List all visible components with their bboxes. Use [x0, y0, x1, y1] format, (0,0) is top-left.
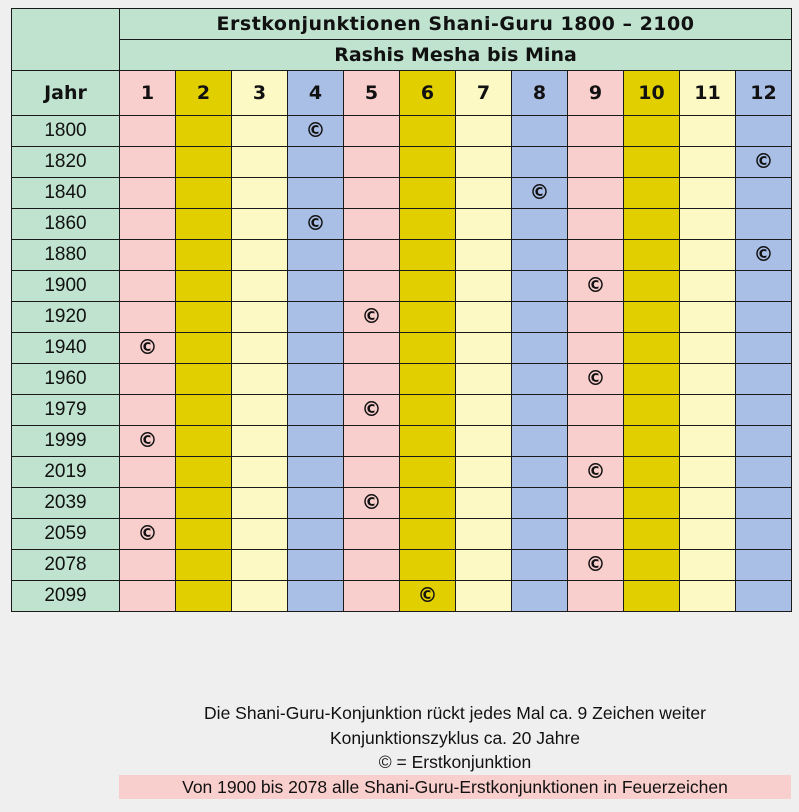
sign-cell — [120, 519, 176, 550]
sign-cell — [568, 116, 624, 147]
sign-cell — [288, 550, 344, 581]
sign-cell — [400, 302, 456, 333]
note-shift: Die Shani-Guru-Konjunktion rückt jedes Mal ca. 9 Zeichen weiter — [204, 703, 706, 723]
sign-cell — [736, 147, 792, 178]
sign-cell — [624, 271, 680, 302]
page-title: Erstkonjunktionen Shani-Guru 1800 – 2100 — [120, 9, 792, 40]
sign-cell — [680, 116, 736, 147]
table-row — [12, 581, 792, 612]
year-column-header: Jahr — [12, 71, 120, 116]
sign-cell — [624, 209, 680, 240]
sign-cell — [680, 240, 736, 271]
sign-cell — [400, 271, 456, 302]
sign-cell — [344, 271, 400, 302]
table-row — [12, 116, 792, 147]
sign-cell — [624, 550, 680, 581]
sign-cell — [568, 395, 624, 426]
conjunction-mark: © — [417, 583, 438, 607]
year-cell: 1999 — [12, 426, 120, 457]
sign-cell — [736, 240, 792, 271]
corner-cell — [12, 9, 120, 71]
sign-cell — [232, 178, 288, 209]
conjunction-mark: © — [585, 273, 606, 297]
sign-cell — [568, 519, 624, 550]
sign-cell — [568, 550, 624, 581]
year-cell: 1860 — [12, 209, 120, 240]
sign-cell — [344, 457, 400, 488]
conjunction-mark: © — [137, 428, 158, 452]
table-row — [12, 457, 792, 488]
year-cell: 2078 — [12, 550, 120, 581]
conjunction-mark: © — [753, 242, 774, 266]
sign-cell — [624, 457, 680, 488]
sign-cell — [288, 581, 344, 612]
sign-cell — [232, 488, 288, 519]
sign-cell — [568, 426, 624, 457]
sign-cell — [120, 302, 176, 333]
sign-cell — [512, 457, 568, 488]
sign-cell — [232, 519, 288, 550]
sign-cell — [736, 178, 792, 209]
sign-cell — [680, 457, 736, 488]
sign-cell — [456, 395, 512, 426]
sign-cell — [512, 147, 568, 178]
table-row — [12, 209, 792, 240]
conjunction-mark: © — [305, 211, 326, 235]
sign-cell — [568, 240, 624, 271]
conjunction-mark: © — [753, 149, 774, 173]
sign-cell — [344, 550, 400, 581]
sign-cell — [120, 550, 176, 581]
sign-cell — [568, 178, 624, 209]
sign-cell — [288, 240, 344, 271]
sign-cell — [344, 488, 400, 519]
sign-cell — [288, 302, 344, 333]
sign-cell — [400, 178, 456, 209]
sign-cell — [120, 457, 176, 488]
sign-cell — [624, 302, 680, 333]
sign-cell — [344, 147, 400, 178]
sign-cell — [344, 209, 400, 240]
year-cell: 1920 — [12, 302, 120, 333]
sign-cell — [456, 550, 512, 581]
sign-cell — [736, 364, 792, 395]
table-row — [12, 488, 792, 519]
sign-cell — [120, 333, 176, 364]
sign-cell — [512, 426, 568, 457]
sign-cell — [568, 271, 624, 302]
column-header-10: 10 — [624, 71, 680, 116]
sign-cell — [680, 209, 736, 240]
sign-cell — [176, 240, 232, 271]
table-subtitle: Rashis Mesha bis Mina — [120, 40, 792, 71]
sign-cell — [456, 240, 512, 271]
year-cell: 2039 — [12, 488, 120, 519]
sign-cell — [120, 240, 176, 271]
sign-cell — [736, 488, 792, 519]
sign-cell — [344, 302, 400, 333]
conjunction-table — [11, 8, 792, 612]
sign-cell — [680, 178, 736, 209]
sign-cell — [400, 581, 456, 612]
sign-cell — [176, 488, 232, 519]
table-row — [12, 240, 792, 271]
sign-cell — [624, 426, 680, 457]
table-row — [12, 178, 792, 209]
column-header-5: 5 — [344, 71, 400, 116]
column-header-1: 1 — [120, 71, 176, 116]
sign-cell — [512, 581, 568, 612]
sign-cell — [120, 209, 176, 240]
column-header-7: 7 — [456, 71, 512, 116]
sign-cell — [512, 395, 568, 426]
sign-cell — [232, 581, 288, 612]
table-row — [12, 395, 792, 426]
conjunction-mark: © — [585, 366, 606, 390]
sign-cell — [736, 302, 792, 333]
year-cell: 1960 — [12, 364, 120, 395]
sign-cell — [288, 488, 344, 519]
year-cell: 1940 — [12, 333, 120, 364]
sign-cell — [232, 333, 288, 364]
table-row — [12, 364, 792, 395]
sign-cell — [512, 302, 568, 333]
sign-cell — [232, 550, 288, 581]
year-cell: 2099 — [12, 581, 120, 612]
sign-cell — [176, 147, 232, 178]
sign-cell — [512, 240, 568, 271]
sign-cell — [232, 271, 288, 302]
sign-cell — [456, 488, 512, 519]
sign-cell — [232, 209, 288, 240]
sign-cell — [400, 147, 456, 178]
sign-cell — [624, 581, 680, 612]
conjunction-mark: © — [585, 459, 606, 483]
conjunction-mark: © — [361, 397, 382, 421]
sign-cell — [176, 364, 232, 395]
sign-cell — [400, 240, 456, 271]
sign-cell — [736, 457, 792, 488]
sign-cell — [288, 147, 344, 178]
sign-cell — [120, 116, 176, 147]
sign-cell — [456, 457, 512, 488]
sign-cell — [736, 550, 792, 581]
sign-cell — [512, 178, 568, 209]
sign-cell — [400, 395, 456, 426]
sign-cell — [456, 519, 512, 550]
sign-cell — [456, 271, 512, 302]
year-cell: 1900 — [12, 271, 120, 302]
sign-cell — [120, 395, 176, 426]
table-row — [12, 147, 792, 178]
sign-cell — [624, 240, 680, 271]
sign-cell — [232, 364, 288, 395]
sign-cell — [512, 364, 568, 395]
sign-cell — [344, 240, 400, 271]
sign-cell — [512, 488, 568, 519]
sign-cell — [232, 116, 288, 147]
sign-cell — [232, 426, 288, 457]
sign-cell — [568, 457, 624, 488]
column-header-8: 8 — [512, 71, 568, 116]
sign-cell — [736, 426, 792, 457]
column-header-6: 6 — [400, 71, 456, 116]
table-row — [12, 271, 792, 302]
sign-cell — [400, 364, 456, 395]
sign-cell — [624, 333, 680, 364]
sign-cell — [680, 488, 736, 519]
conjunction-mark: © — [361, 490, 382, 514]
sign-cell — [680, 147, 736, 178]
table-row — [12, 519, 792, 550]
sign-cell — [400, 457, 456, 488]
sign-cell — [624, 178, 680, 209]
sign-cell — [680, 302, 736, 333]
sign-cell — [176, 302, 232, 333]
sign-cell — [512, 519, 568, 550]
sign-cell — [624, 116, 680, 147]
sign-cell — [680, 426, 736, 457]
table-row — [12, 550, 792, 581]
sign-cell — [736, 581, 792, 612]
sign-cell — [512, 550, 568, 581]
sign-cell — [176, 457, 232, 488]
sign-cell — [736, 116, 792, 147]
sign-cell — [344, 395, 400, 426]
sign-cell — [736, 209, 792, 240]
sign-cell — [568, 302, 624, 333]
sign-cell — [232, 240, 288, 271]
sign-cell — [120, 364, 176, 395]
column-header-9: 9 — [568, 71, 624, 116]
sign-cell — [400, 333, 456, 364]
conjunction-mark: © — [305, 118, 326, 142]
note-legend: © = Erstkonjunktion — [378, 752, 532, 772]
sign-cell — [288, 364, 344, 395]
year-cell: 1840 — [12, 178, 120, 209]
sign-cell — [736, 271, 792, 302]
sign-cell — [400, 116, 456, 147]
sign-cell — [288, 519, 344, 550]
column-header-12: 12 — [736, 71, 792, 116]
sign-cell — [120, 178, 176, 209]
year-cell: 2019 — [12, 457, 120, 488]
sign-cell — [624, 147, 680, 178]
sign-cell — [288, 457, 344, 488]
fire-signs-banner: Von 1900 bis 2078 alle Shani-Guru-Erstkonjunktionen in Feuerzeichen — [119, 775, 791, 799]
sign-cell — [680, 550, 736, 581]
sign-cell — [680, 271, 736, 302]
sign-cell — [344, 581, 400, 612]
column-header-3: 3 — [232, 71, 288, 116]
sign-cell — [176, 271, 232, 302]
sign-cell — [400, 426, 456, 457]
sign-cell — [344, 333, 400, 364]
sign-cell — [120, 581, 176, 612]
sign-cell — [400, 209, 456, 240]
sign-cell — [176, 178, 232, 209]
sign-cell — [288, 271, 344, 302]
sign-cell — [288, 209, 344, 240]
sign-cell — [344, 364, 400, 395]
sign-cell — [120, 147, 176, 178]
sign-cell — [120, 271, 176, 302]
sign-cell — [456, 302, 512, 333]
sign-cell — [680, 333, 736, 364]
sign-cell — [232, 302, 288, 333]
conjunction-mark: © — [585, 552, 606, 576]
sign-cell — [344, 116, 400, 147]
sign-cell — [176, 209, 232, 240]
sign-cell — [568, 364, 624, 395]
column-header-11: 11 — [680, 71, 736, 116]
sign-cell — [120, 488, 176, 519]
sign-cell — [568, 333, 624, 364]
conjunction-mark: © — [361, 304, 382, 328]
sign-cell — [344, 178, 400, 209]
sign-cell — [624, 488, 680, 519]
sign-cell — [288, 395, 344, 426]
sign-cell — [176, 550, 232, 581]
sign-cell — [512, 116, 568, 147]
sign-cell — [288, 178, 344, 209]
sign-cell — [400, 519, 456, 550]
sign-cell — [624, 364, 680, 395]
table-row — [12, 302, 792, 333]
year-cell: 1800 — [12, 116, 120, 147]
sign-cell — [232, 395, 288, 426]
sign-cell — [624, 519, 680, 550]
sign-cell — [288, 426, 344, 457]
sign-cell — [512, 271, 568, 302]
sign-cell — [176, 426, 232, 457]
sign-cell — [176, 395, 232, 426]
year-cell: 1820 — [12, 147, 120, 178]
sign-cell — [120, 426, 176, 457]
year-cell: 1880 — [12, 240, 120, 271]
sign-cell — [568, 147, 624, 178]
sign-cell — [400, 488, 456, 519]
sign-cell — [456, 209, 512, 240]
sign-cell — [456, 426, 512, 457]
year-cell: 1979 — [12, 395, 120, 426]
sign-cell — [456, 364, 512, 395]
sign-cell — [456, 178, 512, 209]
sign-cell — [568, 209, 624, 240]
sign-cell — [680, 395, 736, 426]
sign-cell — [176, 519, 232, 550]
note-cycle: Konjunktionszyklus ca. 20 Jahre — [330, 728, 580, 748]
sign-cell — [400, 550, 456, 581]
sign-cell — [176, 333, 232, 364]
sign-cell — [456, 581, 512, 612]
sign-cell — [736, 395, 792, 426]
column-header-2: 2 — [176, 71, 232, 116]
conjunction-mark: © — [137, 335, 158, 359]
column-header-4: 4 — [288, 71, 344, 116]
sign-cell — [456, 333, 512, 364]
sign-cell — [344, 519, 400, 550]
sign-cell — [176, 581, 232, 612]
year-cell: 2059 — [12, 519, 120, 550]
sign-cell — [456, 116, 512, 147]
sign-cell — [344, 426, 400, 457]
sign-cell — [456, 147, 512, 178]
sign-cell — [232, 457, 288, 488]
sign-cell — [624, 395, 680, 426]
sign-cell — [288, 116, 344, 147]
sign-cell — [176, 116, 232, 147]
conjunction-mark: © — [137, 521, 158, 545]
sign-cell — [736, 333, 792, 364]
table-row — [12, 333, 792, 364]
column-header-row — [12, 71, 792, 116]
sign-cell — [232, 147, 288, 178]
sign-cell — [512, 333, 568, 364]
sign-cell — [736, 519, 792, 550]
sign-cell — [680, 519, 736, 550]
sign-cell — [512, 209, 568, 240]
sign-cell — [568, 581, 624, 612]
sign-cell — [288, 333, 344, 364]
table-row — [12, 426, 792, 457]
sign-cell — [568, 488, 624, 519]
sign-cell — [680, 364, 736, 395]
conjunction-mark: © — [529, 180, 550, 204]
sign-cell — [680, 581, 736, 612]
